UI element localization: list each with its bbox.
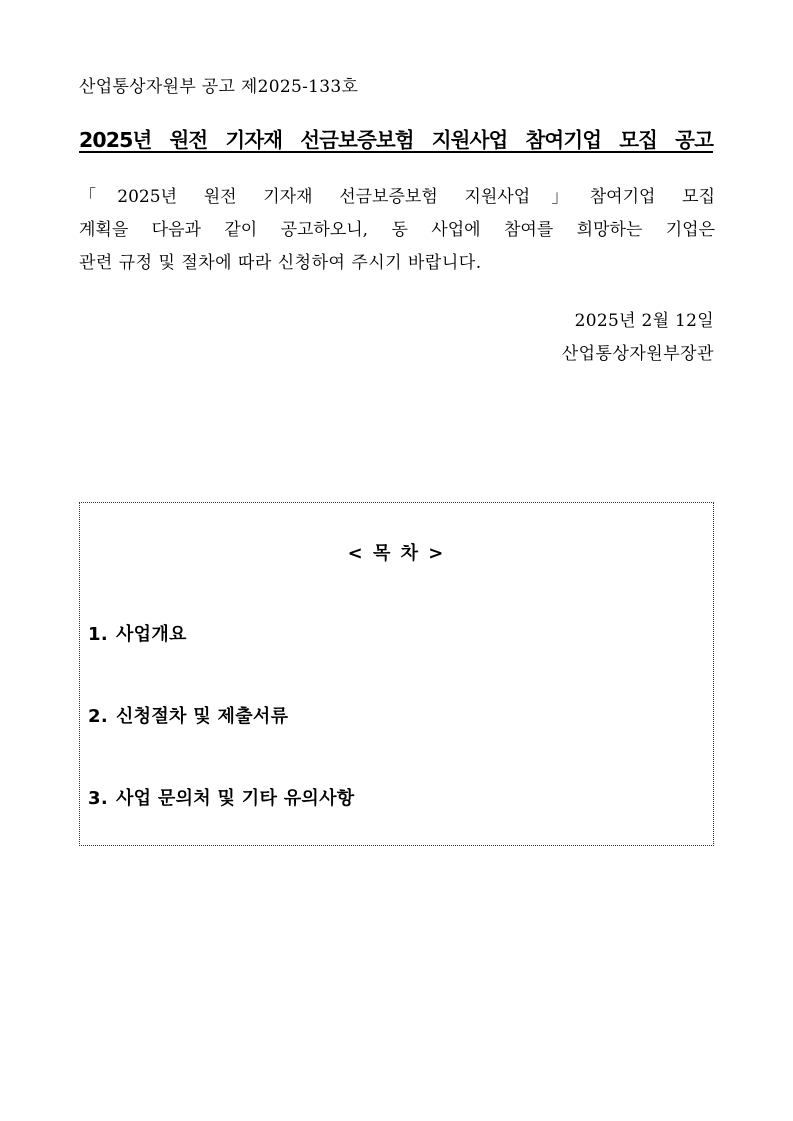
signer-name: 산업통상자원부장관 <box>561 344 714 364</box>
table-of-contents <box>79 502 714 846</box>
notice-date: 2025년 2월 12일 <box>574 311 714 331</box>
toc-item-contact-notes <box>88 784 355 810</box>
body-text-line-3: 관련 규정 및 절차에 따라 신청하여 주시기 바랍니다. <box>79 253 482 273</box>
toc-item-number: 2. <box>88 706 108 727</box>
toc-heading: < 목 차 > <box>347 543 446 564</box>
toc-item-application-procedure <box>88 702 288 728</box>
body-text-line-2: 계획을 다음과 같이 공고하오니, 동 사업에 참여를 희망하는 기업은 <box>79 220 715 240</box>
toc-item-number: 3. <box>88 788 108 809</box>
toc-item-number: 1. <box>88 624 108 645</box>
toc-item-overview <box>88 620 187 646</box>
notice-number: 산업통상자원부 공고 제2025-133호 <box>79 77 359 97</box>
body-text-line-1: 「2025년 원전 기자재 선금보증보험 지원사업」참여기업 모집 <box>79 187 715 207</box>
document-title: 2025년 원전 기자재 선금보증보험 지원사업 참여기업 모집 공고 <box>79 128 713 152</box>
toc-item-label: 사업개요 <box>115 624 187 645</box>
toc-item-label: 사업 문의처 및 기타 유의사항 <box>115 788 355 809</box>
toc-item-label: 신청절차 및 제출서류 <box>115 706 289 727</box>
